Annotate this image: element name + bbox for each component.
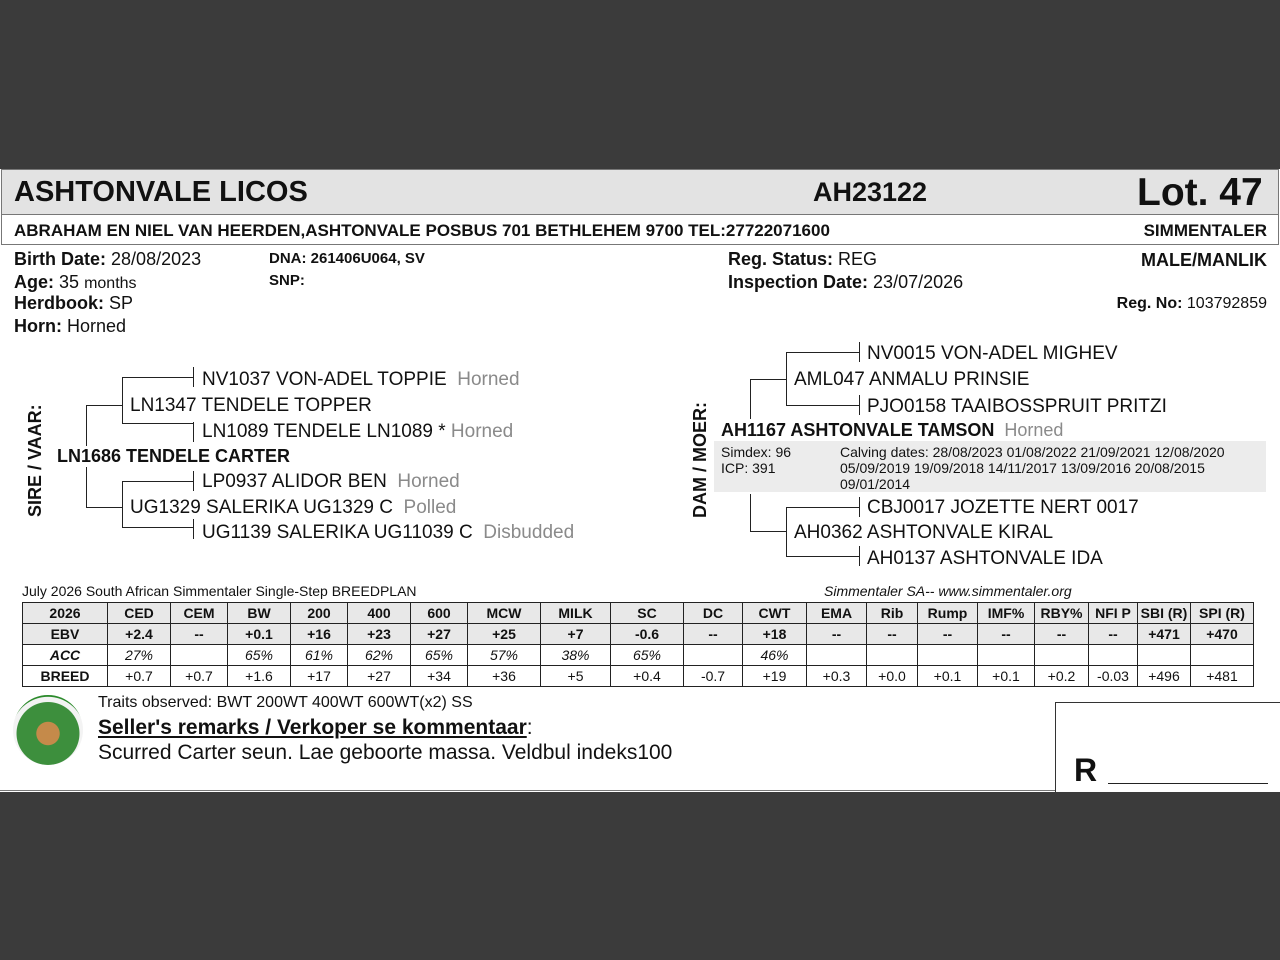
breedplan-cell: CWT — [743, 603, 807, 624]
breedplan-cell: 200 — [291, 603, 348, 624]
sire-dam-dam-horn: Disbudded — [483, 522, 575, 543]
ped-line — [750, 531, 786, 532]
calving-dates-1: Calving dates: 28/08/2023 01/08/2022 21/09/2021 12/08/2020 — [840, 444, 1225, 460]
breedplan-cell: ACC — [23, 645, 108, 666]
breedplan-cell — [1089, 645, 1138, 666]
breedplan-breed-row — [23, 666, 1254, 687]
traits-observed: Traits observed: BWT 200WT 400WT 600WT(x2) SS — [98, 694, 473, 711]
breedplan-cell: +470 — [1191, 624, 1254, 645]
breedplan-cell — [684, 645, 743, 666]
breedplan-cell — [1191, 645, 1254, 666]
ped-line — [122, 527, 194, 528]
herdbook — [14, 293, 133, 314]
sex: MALE/MANLIK — [1141, 250, 1267, 270]
ped-line — [86, 467, 87, 507]
sire-sire-dam-name: LN1089 TENDELE LN1089 * — [202, 421, 446, 442]
breedplan-cell: +27 — [411, 624, 468, 645]
breedplan-cell: -0.6 — [611, 624, 684, 645]
breedplan-cell: 600 — [411, 603, 468, 624]
breedplan-cell: +0.1 — [978, 666, 1035, 687]
sire-sire: LN1347 TENDELE TOPPER — [130, 395, 372, 416]
ped-line — [86, 405, 87, 446]
age — [14, 272, 137, 293]
age-unit: months — [84, 275, 137, 292]
breedplan-cell: -- — [978, 624, 1035, 645]
animal-name: ASHTONVALE LICOS — [14, 176, 308, 208]
breedplan-cell: 65% — [228, 645, 291, 666]
sire-dam-dam — [202, 522, 574, 544]
ped-line — [786, 405, 860, 406]
sire-dam — [130, 497, 456, 519]
breedplan-cell: +16 — [291, 624, 348, 645]
sire-side-label: SIRE / VAAR: — [25, 404, 45, 517]
ped-line — [86, 405, 122, 406]
breedplan-cell: +7 — [541, 624, 611, 645]
remarks-heading — [98, 716, 533, 740]
breedplan-cell: 57% — [468, 645, 541, 666]
breedplan-cell: -0.03 — [1089, 666, 1138, 687]
herdbook-label: Herdbook: — [14, 293, 104, 313]
ped-line — [786, 352, 787, 405]
breedplan-cell: -0.7 — [684, 666, 743, 687]
ped-line — [859, 395, 860, 415]
breedplan-cell: +25 — [468, 624, 541, 645]
lot-number: Lot. 47 — [1137, 171, 1263, 214]
breedplan-cell: -- — [1089, 624, 1138, 645]
ped-line — [859, 546, 860, 566]
ped-line — [122, 377, 123, 424]
dam-dam-dam: AH0137 ASHTONVALE IDA — [867, 548, 1103, 569]
ped-line — [193, 422, 194, 442]
sire-dam-dam-name: UG1139 SALERIKA UG11039 C — [202, 522, 473, 543]
sire-sire-dam-horn: Horned — [450, 421, 514, 442]
breedplan-cell: +481 — [1191, 666, 1254, 687]
reg-status-value: REG — [838, 249, 878, 269]
sire-dam-sire — [202, 471, 460, 493]
breedplan-cell: +471 — [1138, 624, 1191, 645]
dam-icp: ICP: 391 — [721, 460, 776, 476]
breedplan-cell: +1.6 — [228, 666, 291, 687]
breedplan-cell: +2.4 — [108, 624, 171, 645]
sire-name: LN1686 TENDELE CARTER — [57, 446, 291, 466]
ped-line — [193, 367, 194, 387]
breedplan-cell: +34 — [411, 666, 468, 687]
breedplan-cell: 27% — [108, 645, 171, 666]
age-value: 35 — [59, 272, 80, 292]
ped-line — [750, 494, 751, 532]
reg-no-value: 103792859 — [1186, 295, 1267, 312]
inspection-value: 23/07/2026 — [873, 272, 964, 292]
breedplan-cell: 400 — [348, 603, 411, 624]
reg-no — [1117, 295, 1267, 313]
breedplan-cell: SPI (R) — [1191, 603, 1254, 624]
dna-info: DNA: 261406U064, SV — [269, 250, 425, 267]
dam-dam-sire: CBJ0017 JOZETTE NERT 0017 — [867, 497, 1139, 518]
sire-sire-dam — [202, 421, 513, 443]
breedplan-cell: 61% — [291, 645, 348, 666]
ped-line — [786, 352, 860, 353]
breedplan-cell: CEM — [171, 603, 228, 624]
breedplan-cell: +0.2 — [1035, 666, 1089, 687]
breedplan-source: Simmentaler SA-- www.simmentaler.org — [824, 583, 1072, 599]
breedplan-cell: +0.1 — [228, 624, 291, 645]
ped-line — [786, 507, 860, 508]
ped-line — [750, 379, 751, 419]
breedplan-cell: 38% — [541, 645, 611, 666]
lot-card — [0, 169, 1280, 792]
herdbook-value: SP — [109, 293, 134, 313]
breedplan-cell: +36 — [468, 666, 541, 687]
birth-date — [14, 249, 201, 270]
breedplan-cell: -- — [867, 624, 918, 645]
breedplan-cell: +5 — [541, 666, 611, 687]
reg-status-label: Reg. Status: — [728, 249, 834, 269]
remarks-title: Seller's remarks / Verkoper se kommentaar — [98, 716, 527, 739]
sire-dam-horn: Polled — [403, 497, 457, 518]
breedplan-title: July 2026 South African Simmentaler Single-Step BREEDPLAN — [22, 583, 417, 599]
dam-sire-dam: PJO0158 TAAIBOSSPRUIT PRITZI — [867, 396, 1167, 417]
breedplan-cell: SBI (R) — [1138, 603, 1191, 624]
breedplan-cell: -- — [171, 624, 228, 645]
calving-dates-3: 09/01/2014 — [840, 476, 911, 492]
ped-line — [122, 423, 194, 424]
breedplan-cell: IMF% — [978, 603, 1035, 624]
breedplan-cell: +0.3 — [807, 666, 867, 687]
ped-line — [122, 377, 194, 378]
dam-name-text: AH1167 ASHTONVALE TAMSON — [721, 420, 995, 440]
breedplan-table — [22, 602, 1254, 687]
breedplan-cell: EBV — [23, 624, 108, 645]
price-line[interactable] — [1108, 783, 1268, 784]
breedplan-ebv-row — [23, 624, 1254, 645]
breedplan-cell: 46% — [743, 645, 807, 666]
ped-line — [859, 342, 860, 362]
breedplan-cell: NFI P — [1089, 603, 1138, 624]
horn-value: Horned — [67, 316, 127, 336]
breedplan-cell: BW — [228, 603, 291, 624]
ped-line — [193, 519, 194, 539]
breedplan-cell: +17 — [291, 666, 348, 687]
ped-line — [786, 556, 860, 557]
breedplan-cell: +19 — [743, 666, 807, 687]
breedplan-cell: +0.0 — [867, 666, 918, 687]
ped-line — [786, 507, 787, 557]
sire-sire-sire — [202, 369, 520, 391]
birth-date-label: Birth Date: — [14, 249, 107, 269]
reg-status — [728, 249, 877, 270]
breedplan-cell: +0.1 — [918, 666, 978, 687]
dam-simdex: Simdex: 96 — [721, 444, 792, 460]
breedplan-cell: +0.4 — [611, 666, 684, 687]
simmentaler-logo — [13, 695, 83, 765]
breedplan-cell — [171, 645, 228, 666]
dam-side-label: DAM / MOER: — [690, 402, 710, 518]
breedplan-cell: SC — [611, 603, 684, 624]
seller-remarks: Scurred Carter seun. Lae geboorte massa. Veldbul indeks100 — [98, 741, 673, 764]
ped-line — [193, 471, 194, 491]
sire-dam-sire-name: LP0937 ALIDOR BEN — [202, 471, 387, 492]
breedplan-cell — [807, 645, 867, 666]
breedplan-cell: Rump — [918, 603, 978, 624]
breedplan-cell — [918, 645, 978, 666]
breedplan-cell — [1035, 645, 1089, 666]
breedplan-cell: +18 — [743, 624, 807, 645]
sire-dam-sire-horn: Horned — [397, 471, 460, 492]
dam-dam: AH0362 ASHTONVALE KIRAL — [794, 522, 1054, 543]
breedplan-cell: 65% — [611, 645, 684, 666]
birth-date-value: 28/08/2023 — [111, 249, 202, 269]
breedplan-cell: 62% — [348, 645, 411, 666]
calving-dates-2: 05/09/2019 19/09/2018 14/11/2017 13/09/2016 20/08/2015 — [840, 460, 1205, 476]
dam-sire: AML047 ANMALU PRINSIE — [794, 369, 1030, 390]
breedplan-cell: RBY% — [1035, 603, 1089, 624]
breedplan-cell: CED — [108, 603, 171, 624]
dam-name — [721, 420, 1063, 441]
sire-dam-name: UG1329 SALERIKA UG1329 C — [130, 497, 393, 518]
ped-line — [122, 481, 194, 482]
owner-info: ABRAHAM EN NIEL VAN HEERDEN,ASHTONVALE POSBUS 701 BETHLEHEM 9700 TEL:27722071600 — [14, 221, 830, 240]
breedplan-cell: -- — [1035, 624, 1089, 645]
breedplan-cell: +496 — [1138, 666, 1191, 687]
breedplan-cell: Rib — [867, 603, 918, 624]
snp-info: SNP: — [269, 272, 305, 289]
breedplan-cell — [1138, 645, 1191, 666]
breedplan-cell: +0.7 — [108, 666, 171, 687]
horn — [14, 316, 126, 337]
card-bottom-border — [0, 790, 1055, 791]
inspection-label: Inspection Date: — [728, 272, 869, 292]
breedplan-header-row — [23, 603, 1254, 624]
price-label: R — [1074, 752, 1098, 788]
breedplan-cell: MCW — [468, 603, 541, 624]
breedplan-cell: 65% — [411, 645, 468, 666]
breedplan-cell: +27 — [348, 666, 411, 687]
inspection-date — [728, 272, 963, 293]
sire-sire-sire-name: NV1037 VON-ADEL TOPPIE — [202, 369, 447, 390]
breedplan-cell: +23 — [348, 624, 411, 645]
ped-line — [86, 507, 122, 508]
breedplan-cell: -- — [684, 624, 743, 645]
breedplan-cell: DC — [684, 603, 743, 624]
horn-label: Horn: — [14, 316, 62, 336]
animal-id: AH23122 — [813, 177, 928, 207]
ped-line — [122, 481, 123, 528]
remarks-colon: : — [526, 716, 533, 739]
breedplan-cell: -- — [918, 624, 978, 645]
breedplan-cell: EMA — [807, 603, 867, 624]
sire-sire-sire-horn: Horned — [457, 369, 520, 390]
dam-name-horn: Horned — [1004, 420, 1064, 440]
breedplan-cell: 2026 — [23, 603, 108, 624]
breed-name: SIMMENTALER — [1143, 221, 1267, 240]
breedplan-cell: BREED — [23, 666, 108, 687]
ped-line — [859, 497, 860, 517]
breedplan-cell: -- — [807, 624, 867, 645]
breedplan-cell: MILK — [541, 603, 611, 624]
breedplan-cell — [978, 645, 1035, 666]
ped-line — [750, 379, 786, 380]
age-label: Age: — [14, 272, 54, 292]
reg-no-label: Reg. No: — [1116, 295, 1183, 312]
dam-sire-sire: NV0015 VON-ADEL MIGHEV — [867, 343, 1118, 364]
breedplan-cell — [867, 645, 918, 666]
breedplan-cell: +0.7 — [171, 666, 228, 687]
breedplan-acc-row — [23, 645, 1254, 666]
